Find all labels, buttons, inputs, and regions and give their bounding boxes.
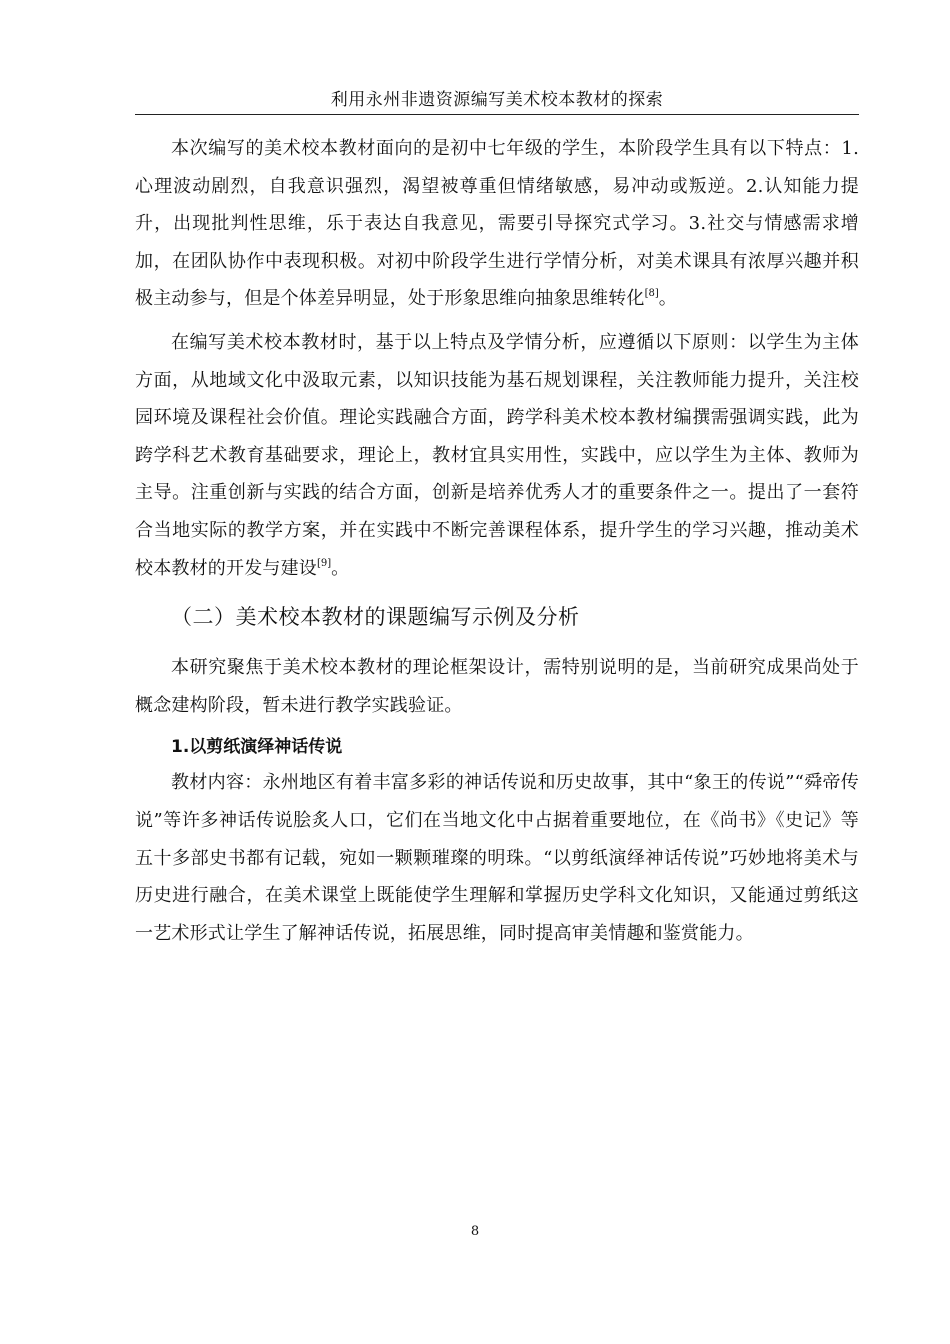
subsection-heading: 1.以剪纸演绎神话传说: [171, 737, 343, 758]
running-header: [135, 88, 859, 115]
paragraph-text: 本研究聚焦于美术校本教材的理论框架设计，需特别说明的是，当前研究成果尚处于概念建构阶段，暂未进行教学实践验证。: [135, 657, 859, 716]
citation-8: [8]: [644, 288, 659, 300]
paragraph-principles: [135, 324, 859, 587]
paragraph-research-focus: [135, 649, 859, 724]
paragraph-end: 。: [658, 288, 677, 310]
paragraph-end: 。: [331, 557, 350, 579]
page-number: 8: [470, 1224, 480, 1239]
paragraph-text: 教材内容：永州地区有着丰富多彩的神话传说和历史故事，其中“象王的传说”“舜帝传说”等许多神话传说脍炙人口，它们在当地文化中占据着重要地位，在《尚书》《史记》等五十多部史书都有记载，宛如一颗颗璀璨的明珠。“以剪纸演绎神话传说”巧妙地将美术与历史进行融合，在美术课堂上既能使学生理解和掌握历史学科文化知识，又能通过剪纸这一艺术形式让学生了解神话传说，拓展思维，同时提高审美情趣和鉴赏能力。: [135, 772, 859, 944]
running-header-title: 利用永州非遗资源编写美术校本教材的探索: [330, 90, 664, 110]
page-body: [135, 130, 859, 958]
paragraph-material-content: [135, 764, 859, 952]
paragraph-text: 在编写美术校本教材时，基于以上特点及学情分析，应遵循以下原则：以学生为主体方面，从地域文化中汲取元素，以知识技能为基石规划课程，关注教师能力提升，关注校园环境及课程社会价值。理论实践融合方面，跨学科美术校本教材编撰需强调实践，此为跨学科艺术教育基础要求，理论上，教材宜具实用性，实践中，应以学生为主体、教师为主导。注重创新与实践的结合方面，创新是培养优秀人才的重要条件之一。提出了一套符合当地实际的教学方案，并在实践中不断完善课程体系，提升学生的学习兴趣，推动美术校本教材的开发与建设: [135, 331, 859, 579]
section-heading: （二）美术校本教材的课题编写示例及分析: [171, 605, 580, 630]
paragraph-text: 本次编写的美术校本教材面向的是初中七年级的学生，本阶段学生具有以下特点：1.心理波动剧烈，自我意识强烈，渴望被尊重但情绪敏感，易冲动或叛逆。2.认知能力提升，出现批判性思维，乐于表达自我意见，需要引导探究式学习。3.社交与情感需求增加，在团队协作中表现积极。对初中阶段学生进行学情分析，对美术课具有浓厚兴趣并积极主动参与，但是个体差异明显，处于形象思维向抽象思维转化: [135, 138, 859, 310]
citation-9: [9]: [317, 557, 332, 569]
paragraph-student-characteristics: [135, 130, 859, 318]
